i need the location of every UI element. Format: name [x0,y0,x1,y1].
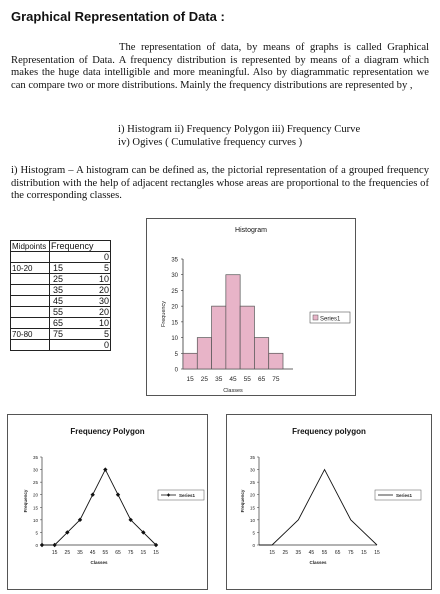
polygon-data-point [90,493,94,497]
frequency-cell: 0 [64,340,111,351]
table-row [11,340,111,351]
polygon-chart [7,414,208,590]
class-mark-cell [50,340,65,351]
class-mark-cell: 45 [50,296,65,307]
histogram-ytick-label: 5 [174,351,178,358]
polygon2-ytick-label: 30 [249,467,255,473]
list-item: i) Histogram ii) Frequency Polygon iii) Frequency Curve [118,124,361,135]
histogram-xtick-label: 75 [272,376,280,383]
midpoint-cell [11,307,50,318]
polygon2-ytick-label: 25 [249,480,255,486]
polygon-legend-label: Series1 [179,493,196,498]
histogram-xtick-label: 25 [200,376,209,383]
table-row [11,274,111,285]
polygon-ylabel: Frequency [23,489,28,513]
histogram-ytick-label: 30 [171,273,178,280]
histogram-bar [254,338,268,369]
class-mark-cell: 75 [50,329,65,340]
representation-list [118,124,360,149]
histogram-xtick-label: 15 [186,376,194,383]
polygon2-ytick-label: 10 [249,517,255,523]
polygon-ytick-label: 0 [35,543,38,548]
histogram-xtick-label: 35 [215,376,223,383]
polygon2-svg [227,415,431,589]
polygon-title: Frequency Polygon [70,427,145,436]
histogram-bar [240,306,254,369]
polygon-xtick-label: 25 [64,550,71,556]
polygon2-ytick-label: 15 [249,505,255,511]
histogram-bar [197,338,211,369]
polygon-xtick-label: 15 [153,550,159,556]
page-heading: Graphical Representation of Data : [11,9,225,24]
midpoint-cell [11,340,50,351]
histogram-definition: i) Histogram – A histogram can be defined as, the pictorial representation of a grouped frequency distribution with the help of adjacent rectangles whose areas are proportional to the frequencies of the corresponding classes. [11,165,429,202]
histogram-legend-label: Series1 [320,316,341,323]
table-row [11,318,111,329]
histogram-ytick-label: 35 [171,257,178,264]
class-mark-cell: 35 [50,285,65,296]
polygon2-xtick-label: 15 [361,550,367,556]
polygon-xtick-label: 65 [115,550,121,556]
class-mark-cell: 15 [50,263,65,274]
histogram-bar [212,306,226,369]
intro-paragraph [11,42,429,92]
polygon-ytick-label: 10 [32,517,38,523]
histogram-xtick-label: 55 [243,376,251,383]
frequency-cell: 10 [64,274,111,285]
histogram-ytick-label: 25 [171,288,178,295]
polygon-ytick-label: 15 [32,505,38,511]
table-row [11,307,111,318]
polygon-xtick-label: 15 [51,550,58,556]
midpoint-cell [11,274,50,285]
table-header-row [11,241,111,252]
intro-first-line: The representation of data, by means of graphs is called [119,42,382,53]
polygon2-ytick-label: 20 [249,492,255,498]
frequency-cell: 5 [64,329,111,340]
header-midpoints: Midpoints [11,241,50,252]
polygon2-ytick-label: 35 [249,455,255,460]
polygon2-ytick-label: 0 [252,543,255,548]
histogram-bar [183,353,197,369]
histogram-chart [146,218,356,396]
polygon2-ytick-label: 5 [252,530,255,536]
polygon-svg [8,415,207,589]
histogram-ytick-label: 0 [174,367,178,374]
frequency-cell: 5 [64,263,111,274]
polygon-ytick-label: 30 [32,467,38,473]
frequency-cell: 20 [64,285,111,296]
polygon-xlabel: Classes [90,560,108,565]
polygon-xtick-label: 15 [140,550,147,556]
polygon2-xtick-label: 35 [295,550,302,556]
histogram-title: Histogram [235,227,267,234]
class-mark-cell: 25 [50,274,65,285]
midpoint-cell: 70-80 [11,329,50,340]
midpoint-cell [11,252,50,263]
polygon-ytick-label: 25 [32,480,38,486]
frequency-cell: 30 [64,296,111,307]
polygon2-chart [226,414,432,590]
polygon2-xtick-label: 65 [334,550,341,556]
table-row [11,285,111,296]
polygon2-xlabel: Classes [309,560,327,565]
polygon2-xtick-label: 55 [321,550,328,556]
frequency-cell: 0 [64,252,111,263]
histogram-legend-swatch [313,315,318,320]
header-frequency: Frequency [50,241,111,252]
polygon2-ylabel: Frequency [240,489,245,513]
midpoint-cell [11,296,50,307]
intro-rest: Graphical Representation of Data. A frequency distribution is represented by means of a diagram which makes the huge data intelligible and more meaningful. Also by diagrammatic representation we can compare two or more distributions. Mainly the frequency distributions are represented by , [11,42,429,91]
midpoint-cell [11,318,50,329]
histogram-ytick-label: 15 [171,320,178,327]
histogram-svg [147,219,355,395]
polygon2-xtick-label: 15 [374,550,380,556]
polygon-xtick-label: 75 [127,550,134,556]
table-row [11,329,111,340]
polygon2-xtick-label: 15 [269,550,275,556]
polygon2-legend-label: Series1 [396,493,413,498]
polygon-xtick-label: 45 [89,550,96,556]
histogram-xtick-label: 45 [229,376,237,383]
class-mark-cell: 55 [50,307,65,318]
polygon-ytick-label: 35 [32,455,38,460]
polygon-data-point [103,467,107,471]
polygon-ytick-label: 5 [35,530,38,536]
histogram-xlabel: Classes [223,388,243,394]
histogram-ytick-label: 10 [171,336,178,343]
histogram-bar [226,275,240,369]
histogram-xtick-label: 65 [257,376,266,383]
polygon2-xtick-label: 45 [308,550,315,556]
polygon-xtick-label: 35 [77,550,83,556]
midpoint-cell: 10-20 [11,263,50,274]
table-row [11,263,111,274]
polygon-xtick-label: 55 [102,550,109,556]
class-mark-cell: 65 [50,318,65,329]
polygon-data-point [40,543,44,547]
list-item: iv) Ogives ( Cumulative frequency curves ) [118,136,303,148]
polygon2-series-line [259,470,377,545]
frequency-cell: 20 [64,307,111,318]
class-mark-cell [50,252,65,263]
table-row [11,296,111,307]
polygon-data-point [116,493,120,497]
frequency-table [10,240,111,351]
table-row [11,252,111,263]
polygon2-xtick-label: 25 [282,550,289,556]
polygon2-title: Frequency polygon [292,427,366,436]
polygon2-xtick-label: 75 [347,550,354,556]
polygon-series-line [42,470,156,545]
midpoint-cell [11,285,50,296]
histogram-ylabel: Frequency [161,301,167,327]
histogram-ytick-label: 20 [171,304,178,311]
frequency-cell: 10 [64,318,111,329]
histogram-bar [269,353,283,369]
polygon-ytick-label: 20 [32,492,38,498]
